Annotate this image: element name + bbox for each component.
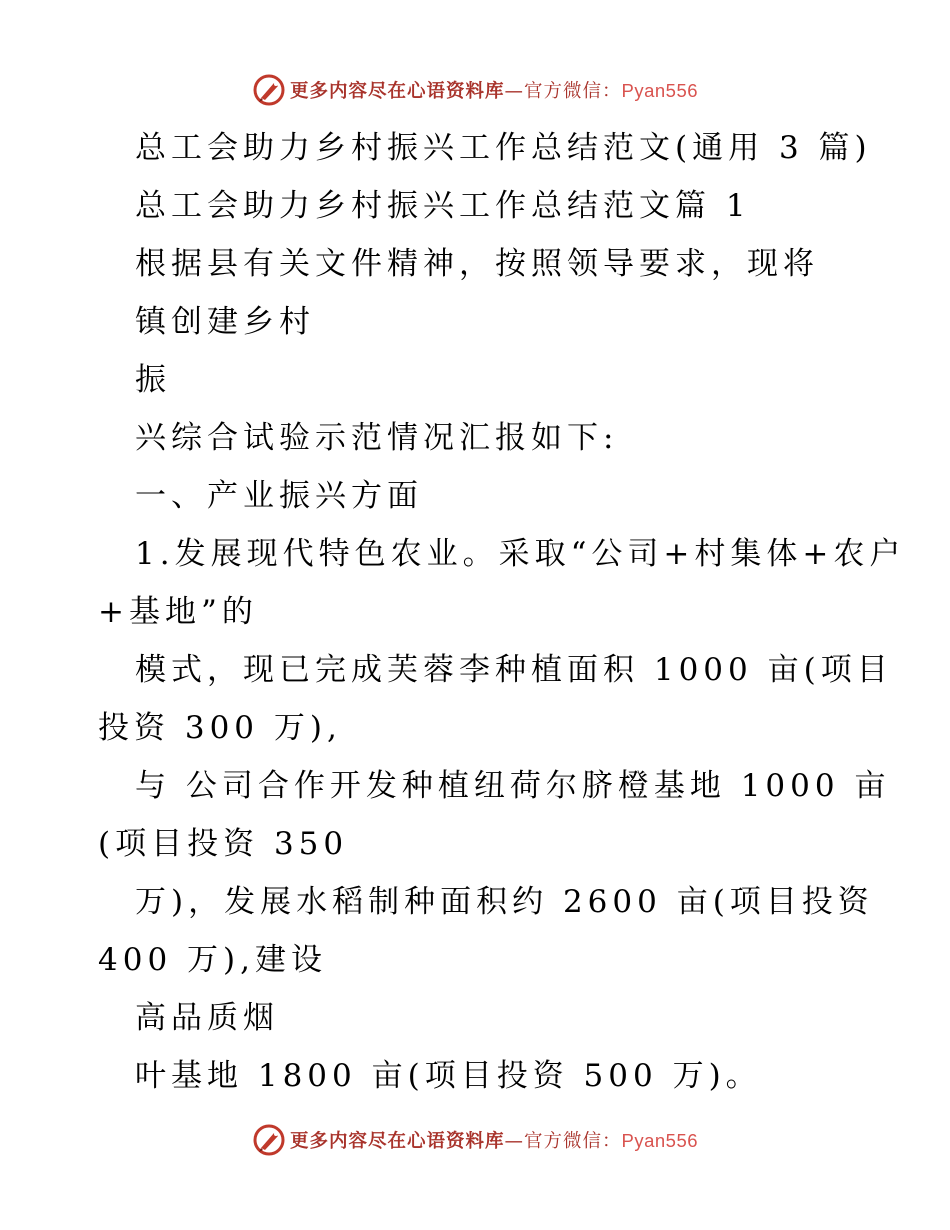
body-line: 400 万),建设 bbox=[98, 942, 327, 978]
watermark-text bbox=[290, 1127, 698, 1153]
body-line: 万)，发展水稻制种面积约 2600 亩(项目投资 bbox=[135, 884, 874, 920]
pen-logo-icon bbox=[252, 73, 286, 107]
section-heading: 总工会助力乡村振兴工作总结范文篇 1 bbox=[135, 188, 751, 224]
document-title: 总工会助力乡村振兴工作总结范文(通用 3 篇) bbox=[135, 130, 872, 166]
watermark-dash: — bbox=[504, 1131, 524, 1152]
body-line: 投资 300 万), bbox=[98, 710, 342, 746]
subsection-heading: 一、产业振兴方面 bbox=[135, 478, 423, 514]
watermark-header bbox=[0, 68, 950, 112]
watermark-wechat-id: Pyan556 bbox=[621, 1130, 699, 1151]
body-line: 模式，现已完成芙蓉李种植面积 1000 亩(项目 bbox=[135, 652, 893, 688]
watermark-footer bbox=[0, 1118, 950, 1162]
body-line: 根据县有关文件精神，按照领导要求，现将 bbox=[135, 246, 819, 282]
body-line: 高品质烟 bbox=[135, 1000, 279, 1036]
body-line: +基地”的 bbox=[98, 594, 258, 630]
watermark-dash: — bbox=[504, 81, 524, 102]
watermark-wechat-id: Pyan556 bbox=[621, 80, 699, 101]
body-line: 镇创建乡村 bbox=[135, 304, 315, 340]
body-line: 1.发展现代特色农业。采取“公司+村集体+农户 bbox=[135, 536, 906, 572]
pen-logo-icon bbox=[252, 1123, 286, 1157]
watermark-brand: 更多内容尽在心语资料库 bbox=[289, 81, 505, 102]
watermark-text bbox=[290, 77, 698, 103]
watermark-brand: 更多内容尽在心语资料库 bbox=[289, 1131, 505, 1152]
body-line: 兴综合试验示范情况汇报如下: bbox=[135, 420, 619, 456]
watermark-wechat-label: 官方微信： bbox=[523, 81, 622, 102]
body-line: 与 公司合作开发种植纽荷尔脐橙基地 1000 亩 bbox=[135, 768, 891, 804]
body-line: (项目投资 350 bbox=[98, 826, 349, 862]
body-line: 振 bbox=[135, 362, 171, 398]
body-line: 叶基地 1800 亩(项目投资 500 万)。 bbox=[135, 1058, 762, 1094]
watermark-wechat-label: 官方微信： bbox=[523, 1131, 622, 1152]
